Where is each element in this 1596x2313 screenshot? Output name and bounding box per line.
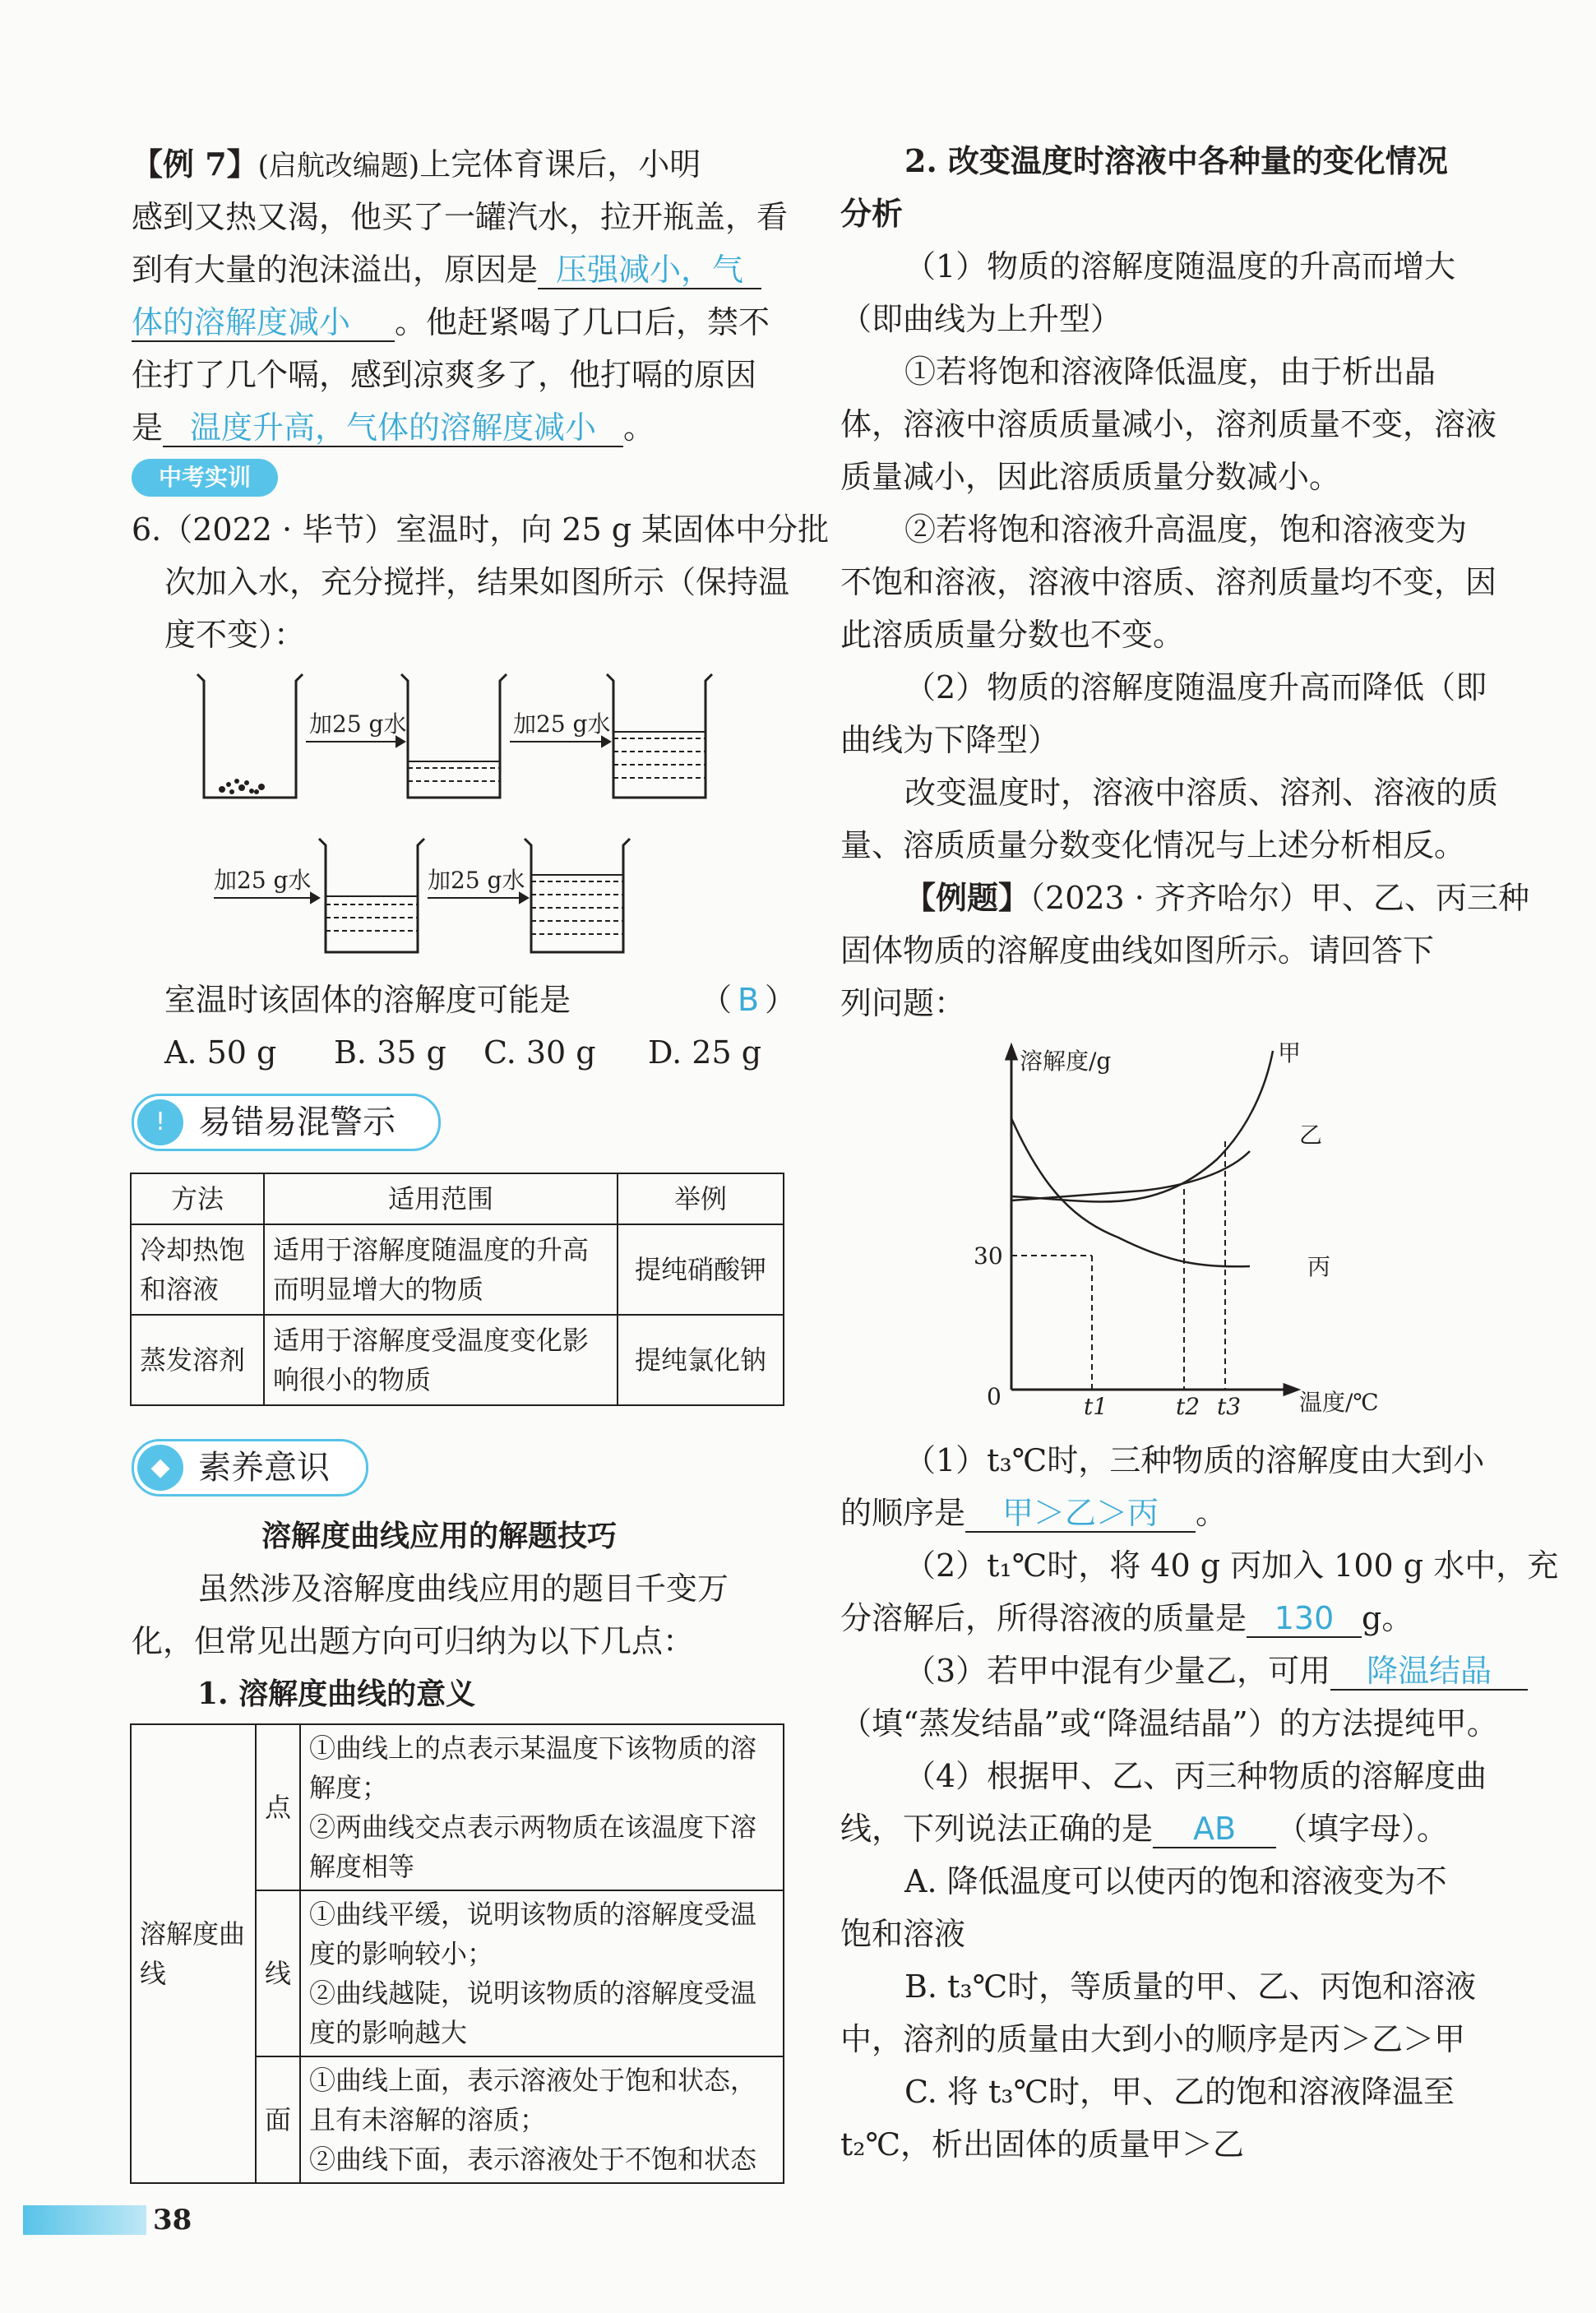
table-row: 溶解度曲线 点 ①曲线上的点表示某温度下该物质的溶解度； ②两曲线交点表示两物质在该温度下溶解度相等	[131, 1724, 784, 1890]
section-2-title-b: 分析	[840, 195, 904, 232]
q6-option-c: C. 30 g	[483, 1034, 596, 1071]
example-line-1: 【例题】（2023 · 齐齐哈尔）甲、乙、丙三种	[904, 879, 1529, 916]
q1-line-1: （1）t₃℃时，三种物质的溶解度由大到小	[904, 1442, 1485, 1478]
y-axis-arrow	[1006, 1046, 1016, 1059]
arrow-label-3: 加25 g水	[214, 867, 312, 894]
para-2b: 体，溶液中溶质质量减小，溶剂质量不变，溶液	[840, 406, 1497, 442]
para-4a: （2）物质的溶解度随温度升高而降低（即	[904, 669, 1487, 705]
section-subtitle: 溶解度曲线应用的解题技巧	[261, 1519, 618, 1553]
arrow-label-2: 加25 g水	[513, 710, 611, 738]
table-row: 面 ①曲线上面，表示溶液处于饱和状态，且有未溶解的溶质； ②曲线下面，表示溶液处于不饱和状态	[131, 2056, 784, 2183]
beaker-1	[197, 674, 303, 798]
table-main-cell: 溶解度曲线	[131, 1724, 256, 2183]
literacy-title-pill	[132, 1439, 368, 1497]
q6-option-b: B. 35 g	[334, 1034, 446, 1071]
example-line-3: 列问题：	[840, 985, 966, 1021]
example7-line3: 到有大量的泡沫溢出，原因是 压强减小，气	[132, 243, 761, 296]
series-label-yi: 乙	[1299, 1122, 1323, 1149]
q2-answer: 130	[1247, 1600, 1362, 1638]
arrow-label-4: 加25 g水	[428, 867, 525, 894]
intro-line-2: 化，但常见出题方向可归纳为以下几点：	[132, 1623, 695, 1659]
y-axis-label: 溶解度/g	[1020, 1048, 1112, 1075]
q6-stem-2: 次加入水，充分搅拌，结果如图所示（保持温	[164, 564, 790, 600]
q2-line-1: （2）t₁℃时，将 40 g 丙加入 100 g 水中，充	[904, 1547, 1559, 1584]
para-2a: ①若将饱和溶液降低温度，由于析出晶	[904, 354, 1436, 390]
q4-option-a-1: A. 降低温度可以使丙的饱和溶液变为不	[904, 1863, 1447, 1899]
para-5b: 量、溶质质量分数变化情况与上述分析相反。	[840, 827, 1466, 863]
para-5a: 改变温度时，溶液中溶质、溶剂、溶液的质	[904, 775, 1499, 811]
answer-blank-2: 温度升高，气体的溶解度减小	[163, 409, 623, 447]
arrow-label-1: 加25 g水	[309, 710, 407, 738]
beakers-diagram	[181, 666, 740, 970]
q6-option-a: A. 50 g	[164, 1034, 277, 1071]
x-tick-t2: t2	[1176, 1393, 1200, 1420]
q6-stem-1: 6.（2022 · 毕节）室温时，向 25 g 某固体中分批	[132, 511, 830, 548]
footer-bar	[23, 2205, 146, 2235]
beaker-3	[607, 674, 712, 798]
example-tag: 【例 7】	[132, 146, 258, 183]
example7-line4: 体的溶解度减小 。他赶紧喝了几口后，禁不	[132, 304, 770, 340]
answer-blank-1b: 体的溶解度减小	[132, 304, 395, 342]
q4-option-b-2: 中，溶剂的质量由大到小的顺序是丙＞乙＞甲	[840, 2021, 1466, 2057]
warn-title-pill	[132, 1094, 441, 1151]
q6-option-d: D. 25 g	[648, 1034, 762, 1071]
q6-stem-3: 度不变）：	[164, 617, 306, 653]
q3-line-2: （填“蒸发结晶”或“降温结晶”）的方法提纯甲。	[840, 1705, 1498, 1742]
table-row: 蒸发溶剂 适用于溶解度受温度变化影响很小的物质 提纯氯化钠	[131, 1315, 784, 1405]
q3-answer: 降温结晶	[1330, 1653, 1528, 1691]
page-number: 38	[153, 2204, 192, 2237]
para-2c: 质量减小，因此溶质质量分数减小。	[840, 459, 1341, 495]
q4-option-c-1: C. 将 t₃℃时，甲、乙的饱和溶液降温至	[904, 2074, 1455, 2110]
q4-option-a-2: 饱和溶液	[840, 1916, 966, 1952]
example7-line2: 感到又热又渴，他买了一罐汽水，拉开瓶盖，看	[132, 199, 789, 235]
curve-meaning-table	[130, 1723, 784, 2184]
example-line-2: 固体物质的溶解度曲线如图所示。请回答下	[840, 932, 1435, 969]
beaker-2	[401, 674, 507, 798]
q6-question: 室温时该固体的溶解度可能是	[164, 982, 571, 1018]
example7-line1: 【例 7】(启航改编题)上完体育课后，小明	[132, 146, 701, 183]
para-3c: 此溶质质量分数也不变。	[840, 617, 1185, 653]
para-1b: （即曲线为上升型）	[840, 301, 1122, 337]
q4-option-c-2: t₂℃，析出固体的质量甲＞乙	[840, 2126, 1245, 2163]
para-4b: 曲线为下降型）	[840, 722, 1060, 758]
x-axis-arrow	[1284, 1385, 1298, 1395]
q3-line-1: （3）若甲中混有少量乙，可用 降温结晶	[904, 1645, 1528, 1697]
q4-option-b-1: B. t₃℃时，等质量的甲、乙、丙饱和溶液	[904, 1968, 1477, 2005]
para-3b: 不饱和溶液，溶液中溶质、溶剂质量均不变，因	[840, 564, 1497, 600]
q6-answer-paren: （ B ）	[701, 974, 796, 1026]
x-axis-label: 温度/℃	[1299, 1389, 1379, 1416]
warning-icon: !	[137, 1099, 183, 1145]
literacy-title: 素养意识	[198, 1449, 330, 1487]
para-1a: （1）物质的溶解度随温度的升高而增大	[904, 248, 1456, 284]
origin-label: 0	[987, 1383, 1002, 1410]
example7-line5: 住打了几个嗝，感到凉爽多了，他打嗝的原因	[132, 357, 757, 393]
example-source: (启航改编题)	[257, 150, 420, 183]
q4-line-1: （4）根据甲、乙、丙三种物质的溶解度曲	[904, 1758, 1487, 1794]
th-method: 方法	[131, 1173, 264, 1224]
table-row: 线 ①曲线平缓，说明该物质的溶解度受温度的影响较小； ②曲线越陡，说明该物质的溶解度受温度的影响越大	[131, 1890, 784, 2056]
th-range: 适用范围	[264, 1173, 618, 1224]
q4-line-2: 线，下列说法正确的是 AB （填字母）。	[840, 1811, 1449, 1847]
table-row: 冷却热饱和溶液 适用于溶解度随温度的升高而明显增大的物质 提纯硝酸钾	[131, 1224, 784, 1315]
intro-line-1: 虽然涉及溶解度曲线应用的题目千变万	[197, 1571, 729, 1607]
literacy-icon: ◆	[137, 1445, 183, 1491]
q4-answer: AB	[1153, 1811, 1276, 1848]
q6-answer: B	[737, 982, 760, 1018]
zhongkao-badge: 中考实训	[132, 459, 278, 497]
para-3a: ②若将饱和溶液升高温度，饱和溶液变为	[904, 511, 1468, 548]
methods-table	[130, 1173, 784, 1406]
y-tick-30: 30	[974, 1242, 1003, 1270]
th-example: 举例	[618, 1173, 784, 1224]
section-2-title-a: 2. 改变温度时溶液中各种量的变化情况	[904, 142, 1448, 179]
section-1-title: 1. 溶解度曲线的意义	[197, 1677, 476, 1711]
q1-answer: 甲＞乙＞丙	[965, 1495, 1196, 1533]
curve-yi	[1011, 1151, 1250, 1200]
solid-residue	[219, 779, 265, 794]
q2-line-2: 分溶解后，所得溶液的质量是 130 g。	[840, 1600, 1413, 1636]
x-tick-t3: t3	[1217, 1393, 1242, 1420]
q1-line-2: 的顺序是 甲＞乙＞丙 。	[840, 1495, 1228, 1531]
solubility-chart	[954, 1036, 1414, 1431]
series-label-bing: 丙	[1307, 1253, 1331, 1280]
warn-title: 易错易混警示	[198, 1103, 396, 1141]
answer-blank-1a: 压强减小，气	[538, 252, 761, 289]
series-label-jia: 甲	[1278, 1039, 1302, 1066]
x-tick-t1: t1	[1084, 1393, 1108, 1420]
example7-line6: 是 温度升高，气体的溶解度减小 。	[132, 409, 655, 446]
